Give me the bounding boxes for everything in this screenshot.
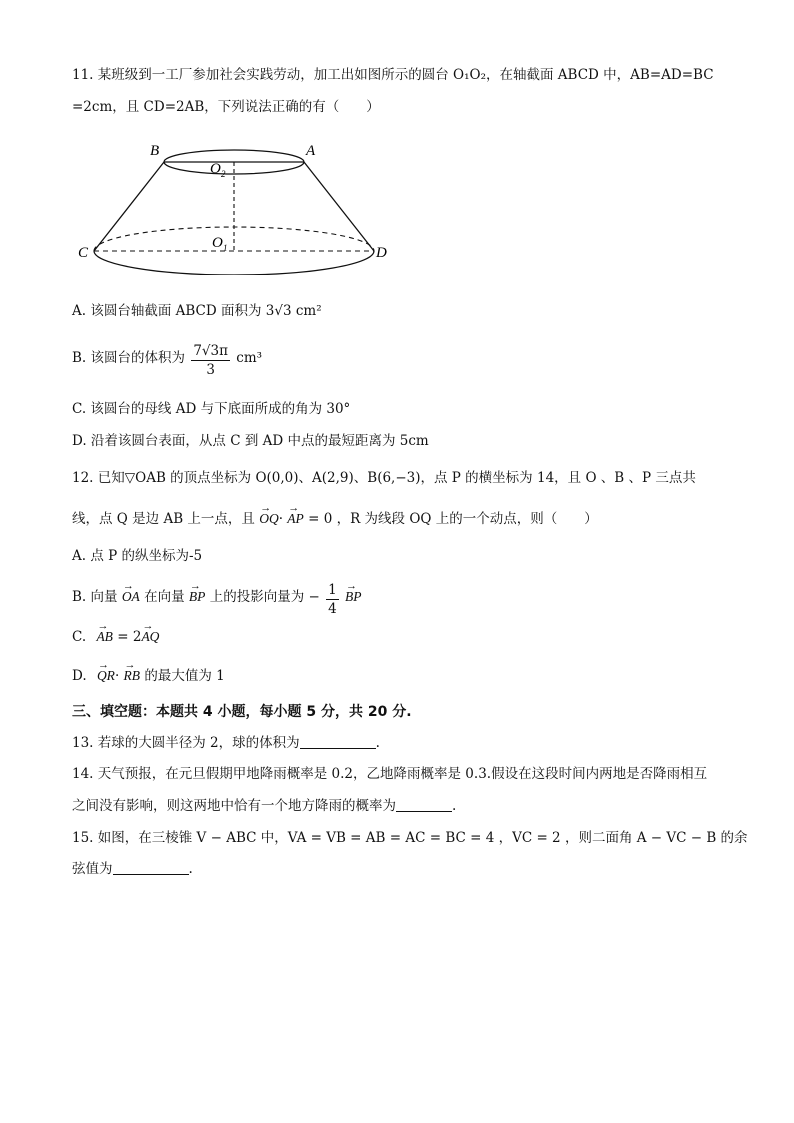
section-3-heading: 三、填空题：本题共 4 小题，每小题 5 分，共 20 分. xyxy=(72,704,412,720)
q12-option-c-vector-aq: → AQ xyxy=(141,628,159,646)
label-c: C xyxy=(78,245,89,261)
label-o2-sub: 2 xyxy=(221,169,226,179)
label-o2: O xyxy=(210,161,221,177)
q14-line1: 14. 天气预报，在元旦假期甲地降雨概率是 0.2，乙地降雨概率是 0.3.假设在这段时间内两地是否降雨相互 xyxy=(72,766,708,782)
q11-line1: 11. 某班级到一工厂参加社会实践劳动，加工出如图所示的圆台 O₁O₂，在轴截面 ABCD 中，AB=AD=BC xyxy=(72,67,714,83)
label-a: A xyxy=(306,143,316,159)
q12-option-a: A. 点 P 的纵坐标为-5 xyxy=(72,548,203,564)
q11-option-a xyxy=(72,302,322,320)
label-b: B xyxy=(150,143,160,159)
q15-line1: 15. 如图，在三棱锥 V − ABC 中，VA = VB = AB = AC = BC = 4 ，VC = 2 ，则二面角 A − VC − B 的余 xyxy=(72,830,748,846)
q11-option-d: D. 沿着该圆台表面，从点 C 到 AD 中点的最短距离为 5cm xyxy=(72,433,429,449)
q15-line2-text: 弦值为 xyxy=(72,861,113,877)
q11-option-a-text: A. 该圆台轴截面 ABCD 面积为 3 xyxy=(72,303,275,319)
q15-answer-blank xyxy=(113,860,189,875)
q14-end: . xyxy=(452,798,457,814)
q12-option-b-numerator: 1 xyxy=(328,582,337,598)
q12-option-d-vector-qr: → QR xyxy=(97,667,115,685)
q11-option-b-denominator: 3 xyxy=(206,362,215,378)
q11-option-b-unit: cm³ xyxy=(236,350,263,366)
q12-option-b-fraction xyxy=(326,581,339,618)
q12-option-c xyxy=(72,628,159,646)
q13-text: 13. 若球的大圆半径为 2，球的体积为 xyxy=(72,735,300,751)
q11-option-b-text: B. 该圆台的体积为 xyxy=(72,350,186,366)
q12-option-b-denominator: 4 xyxy=(328,601,337,617)
q12-option-b-text-c: 上的投影向量为 − xyxy=(209,589,320,605)
label-o1: O xyxy=(212,235,223,251)
q11-option-b-numerator: 7√3π xyxy=(193,343,228,359)
q12-option-d-text: 的最大值为 1 xyxy=(144,668,225,684)
q12-vector-oq: → OQ xyxy=(259,510,279,528)
q13-answer-blank xyxy=(300,734,376,749)
q12-line2 xyxy=(72,510,598,528)
q14-line2-text: 之间没有影响，则这两地中恰有一个地方降雨的概率为 xyxy=(72,798,396,814)
q12-option-c-vector-ab: → AB xyxy=(96,628,113,646)
q12-option-c-label: C. xyxy=(72,629,87,645)
q12-line2-text-b: = 0 ，R 为线段 OQ 上的一个动点，则（ ） xyxy=(308,511,598,527)
q11-line2: =2cm，且 CD=2AB，下列说法正确的有（ ） xyxy=(72,99,380,115)
q12-dot: · xyxy=(278,511,283,527)
q12-option-d-label: D. xyxy=(72,668,87,684)
q12-option-d-dot: · xyxy=(114,668,120,684)
q12-line2-text-a: 线，点 Q 是边 AB 上一点，且 xyxy=(72,511,255,527)
q13-line xyxy=(72,734,380,752)
q11-option-a-sqrt: √3 xyxy=(274,303,292,319)
q12-option-b-vector-bp-2: → BP xyxy=(345,588,362,606)
q12-line1: 12. 已知▽OAB 的顶点坐标为 O(0,0)、A(2,9)、B(6,−3)，点 P 的横坐标为 14，且 O 、B 、P 三点共 xyxy=(72,470,696,486)
q12-option-b xyxy=(72,581,362,618)
q12-vector-ap: → AP xyxy=(287,510,304,528)
q12-option-d-vector-rb: → RB xyxy=(124,667,141,685)
q12-option-b-text-a: B. 向量 xyxy=(72,589,118,605)
q11-option-b xyxy=(72,342,262,379)
label-d: D xyxy=(376,245,387,261)
q11-option-a-unit: cm² xyxy=(291,303,322,319)
q11-option-c: C. 该圆台的母线 AD 与下底面所成的角为 30° xyxy=(72,401,351,417)
q12-option-b-vector-oa: → OA xyxy=(122,588,140,606)
q13-end: . xyxy=(375,735,380,751)
frustum-figure xyxy=(72,135,402,275)
q12-option-c-eq: = 2 xyxy=(117,629,142,645)
q12-option-d xyxy=(72,667,225,685)
q15-line2 xyxy=(72,860,193,878)
q14-answer-blank xyxy=(396,797,452,812)
q11-option-b-fraction xyxy=(191,342,230,379)
label-o1-sub: 1 xyxy=(223,243,228,253)
q12-option-b-text-b: 在向量 xyxy=(144,589,185,605)
q15-end: . xyxy=(188,861,193,877)
q12-option-b-vector-bp: → BP xyxy=(189,588,206,606)
q14-line2 xyxy=(72,797,456,815)
